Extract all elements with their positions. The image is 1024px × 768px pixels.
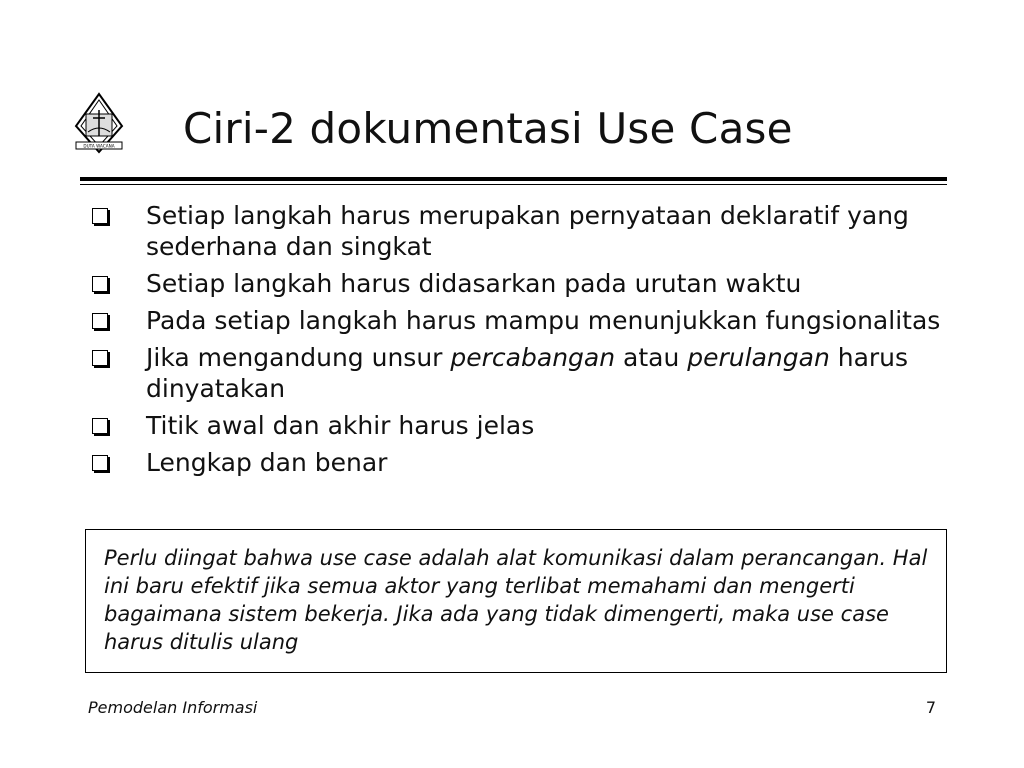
- bullet-text: Setiap langkah harus merupakan pernyataan deklaratif yang sederhana dan singkat: [146, 201, 909, 261]
- bullet-emphasis-perulangan: perulangan: [687, 343, 830, 372]
- bullet-list: [88, 200, 958, 484]
- checkbox-bullet-icon: [92, 418, 108, 434]
- checkbox-bullet-icon: [92, 350, 108, 366]
- bullet-item: [88, 342, 958, 404]
- bullet-item: [88, 410, 958, 441]
- bullet-text-part: harus dinyatakan: [146, 343, 909, 403]
- bullet-item: [88, 447, 958, 478]
- bullet-emphasis-percabangan: percabangan: [450, 343, 616, 372]
- bullet-text: Titik awal dan akhir harus jelas: [146, 411, 535, 440]
- logo-banner-text: DUTA WACANA: [83, 143, 115, 149]
- shield-emblem-icon: [72, 92, 126, 156]
- bullet-text: [146, 343, 908, 403]
- note-box: [85, 529, 947, 673]
- checkbox-bullet-icon: [92, 455, 108, 471]
- bullet-item: [88, 200, 958, 262]
- bullet-item: [88, 268, 958, 299]
- checkbox-bullet-icon: [92, 276, 108, 292]
- bullet-text-part: Jika mengandung unsur: [146, 343, 451, 372]
- checkbox-bullet-icon: [92, 208, 108, 224]
- note-text: Perlu diingat bahwa use case adalah alat komunikasi dalam perancangan. Hal ini baru efektif jika semua aktor yang terlibat memahami dan mengerti bagaimana sistem bekerja. Jika ada yang tidak dimengerti, maka use case harus ditulis ulang: [104, 546, 928, 654]
- page-number: 7: [925, 698, 936, 717]
- bullet-text: Lengkap dan benar: [146, 448, 388, 477]
- checkbox-bullet-icon: [92, 313, 108, 329]
- university-logo: [72, 92, 126, 156]
- bullet-text: Setiap langkah harus didasarkan pada urutan waktu: [146, 269, 802, 298]
- title-divider-thin: [80, 184, 947, 185]
- bullet-item: [88, 305, 958, 336]
- bullet-text-part: atau: [615, 343, 688, 372]
- slide-title: Ciri-2 dokumentasi Use Case: [183, 104, 793, 153]
- footer-course-name: Pemodelan Informasi: [88, 698, 258, 717]
- title-divider-thick: [80, 177, 947, 181]
- bullet-text: Pada setiap langkah harus mampu menunjukkan fungsionalitas: [146, 306, 941, 335]
